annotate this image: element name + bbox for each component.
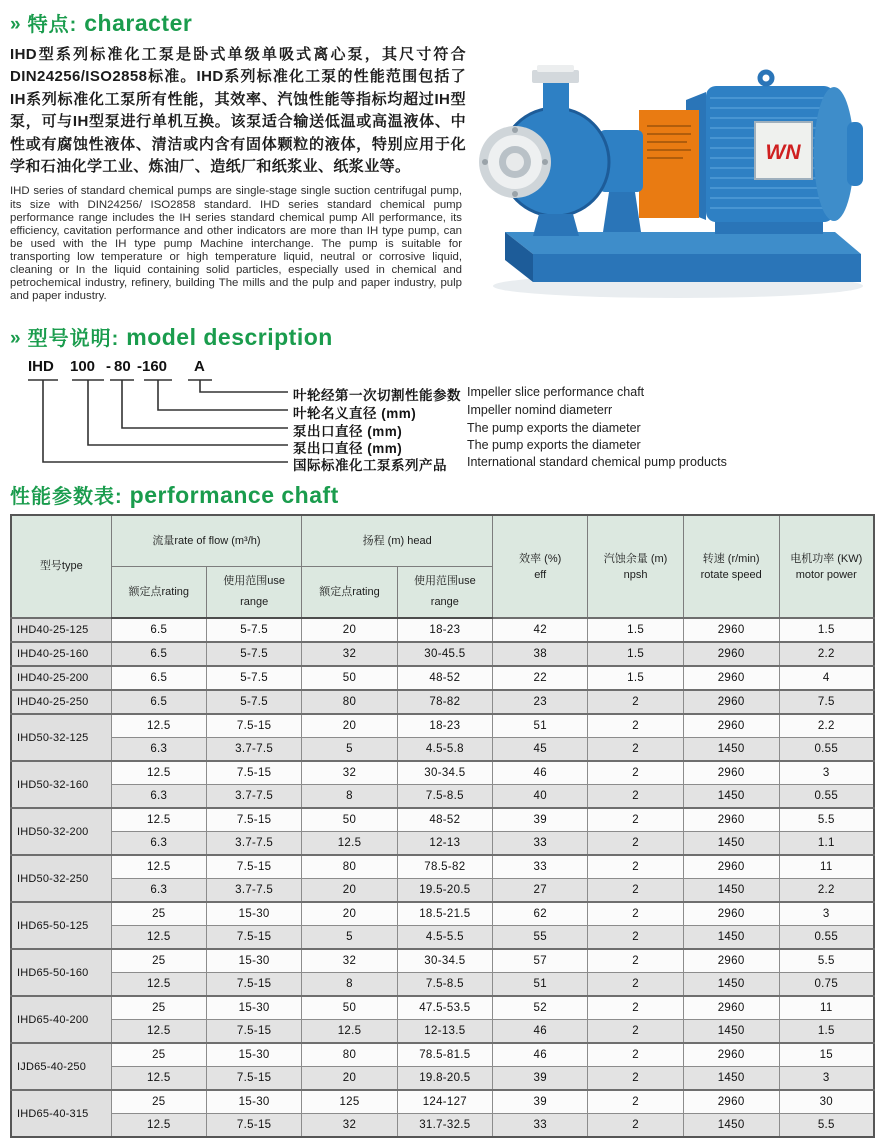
value-cell: 2.2 bbox=[779, 642, 874, 666]
value-cell: 46 bbox=[493, 761, 588, 785]
value-cell: 1.5 bbox=[779, 1020, 874, 1044]
value-cell: 1.5 bbox=[588, 666, 683, 690]
value-cell: 12.5 bbox=[111, 714, 206, 738]
value-cell: 20 bbox=[302, 714, 397, 738]
value-cell: 12.5 bbox=[111, 808, 206, 832]
value-cell: 5.5 bbox=[779, 808, 874, 832]
model-code-n1: 100 bbox=[70, 358, 96, 375]
model-label-2-en: Impeller nomind diameterr bbox=[467, 403, 613, 417]
model-label-1-zh: 叶轮经第一次切割性能参数 bbox=[293, 388, 461, 403]
value-cell: 51 bbox=[493, 973, 588, 997]
value-cell: 0.55 bbox=[779, 926, 874, 950]
value-cell: 6.3 bbox=[111, 785, 206, 809]
value-cell: 8 bbox=[302, 785, 397, 809]
value-cell: 80 bbox=[302, 1043, 397, 1067]
model-cell: IHD65-50-125 bbox=[11, 902, 111, 949]
col-header-speed bbox=[683, 515, 779, 618]
sub-header-head-rating: 额定点rating bbox=[302, 567, 397, 619]
value-cell: 2 bbox=[588, 808, 683, 832]
col-header-power-en: motor power bbox=[795, 568, 857, 581]
performance-heading-en: performance chaft bbox=[129, 482, 339, 508]
value-cell: 15-30 bbox=[206, 949, 301, 973]
value-cell: 7.5-15 bbox=[206, 926, 301, 950]
col-header-power bbox=[779, 515, 874, 618]
character-heading-zh: 特点: bbox=[27, 14, 78, 36]
model-cell: IHD65-40-315 bbox=[11, 1090, 111, 1137]
value-cell: 12-13.5 bbox=[397, 1020, 492, 1044]
value-cell: 2960 bbox=[683, 666, 779, 690]
value-cell: 2 bbox=[588, 973, 683, 997]
table-row bbox=[11, 1090, 874, 1114]
character-paragraph-zh: IHD型系列标准化工泵是卧式单级单吸式离心泵，其尺寸符合DIN24256/ISO2858标准。IHD系列标准化工泵的性能范围包括了IH系列标准化工泵所有性能，其效率、汽蚀性能等指标均超过IH型泵，可与IH型泵进行单机互换。该泵适合输送低温或高温液体、中性或有腐蚀性液体、清洁或内含有固体颗粒的液体，特别应用于化学和石油化学工业、炼油厂、造纸厂和纸浆业、纸浆业等。 bbox=[10, 46, 466, 176]
value-cell: 12.5 bbox=[302, 1020, 397, 1044]
value-cell: 20 bbox=[302, 618, 397, 642]
value-cell: 6.5 bbox=[111, 618, 206, 642]
value-cell: 18-23 bbox=[397, 714, 492, 738]
model-label-2-zh: 叶轮名义直径 (mm) bbox=[293, 406, 417, 421]
value-cell: 19.5-20.5 bbox=[397, 879, 492, 903]
value-cell: 2 bbox=[588, 855, 683, 879]
value-cell: 3.7-7.5 bbox=[206, 879, 301, 903]
table-row bbox=[11, 902, 874, 926]
value-cell: 46 bbox=[493, 1020, 588, 1044]
value-cell: 2 bbox=[588, 1090, 683, 1114]
value-cell: 48-52 bbox=[397, 808, 492, 832]
value-cell: 2 bbox=[588, 1043, 683, 1067]
value-cell: 23 bbox=[493, 690, 588, 714]
value-cell: 32 bbox=[302, 1114, 397, 1138]
sub-header-flow-rating: 额定点rating bbox=[111, 567, 206, 619]
value-cell: 15-30 bbox=[206, 1043, 301, 1067]
table-row bbox=[11, 1043, 874, 1067]
model-label-1-en: Impeller slice performance chaft bbox=[467, 385, 645, 399]
value-cell: 2 bbox=[588, 1067, 683, 1091]
value-cell: 2 bbox=[588, 785, 683, 809]
value-cell: 2 bbox=[588, 996, 683, 1020]
table-row bbox=[11, 785, 874, 809]
value-cell: 31.7-32.5 bbox=[397, 1114, 492, 1138]
value-cell: 25 bbox=[111, 1043, 206, 1067]
value-cell: 7.5 bbox=[779, 690, 874, 714]
model-description-section bbox=[10, 322, 870, 472]
value-cell: 3.7-7.5 bbox=[206, 738, 301, 762]
model-code-n3: -160 bbox=[137, 358, 168, 375]
model-code-series: IHD bbox=[28, 358, 54, 375]
value-cell: 0.55 bbox=[779, 785, 874, 809]
table-row bbox=[11, 949, 874, 973]
value-cell: 12.5 bbox=[111, 1020, 206, 1044]
value-cell: 33 bbox=[493, 855, 588, 879]
value-cell: 12-13 bbox=[397, 832, 492, 856]
value-cell: 15-30 bbox=[206, 902, 301, 926]
value-cell: 5-7.5 bbox=[206, 690, 301, 714]
value-cell: 5-7.5 bbox=[206, 642, 301, 666]
value-cell: 6.5 bbox=[111, 642, 206, 666]
col-header-eff-zh: 效率 (%) bbox=[519, 553, 562, 566]
value-cell: 5.5 bbox=[779, 949, 874, 973]
value-cell: 2960 bbox=[683, 761, 779, 785]
value-cell: 22 bbox=[493, 666, 588, 690]
character-heading-en: character bbox=[84, 10, 193, 36]
value-cell: 1.5 bbox=[779, 618, 874, 642]
value-cell: 20 bbox=[302, 1067, 397, 1091]
table-row bbox=[11, 1020, 874, 1044]
performance-section bbox=[10, 480, 870, 1138]
table-row bbox=[11, 714, 874, 738]
value-cell: 15 bbox=[779, 1043, 874, 1067]
value-cell: 42 bbox=[493, 618, 588, 642]
col-header-npsh bbox=[588, 515, 683, 618]
table-row bbox=[11, 996, 874, 1020]
table-row bbox=[11, 1114, 874, 1138]
value-cell: 2960 bbox=[683, 714, 779, 738]
value-cell: 1450 bbox=[683, 879, 779, 903]
value-cell: 20 bbox=[302, 902, 397, 926]
model-cell: IHD40-25-200 bbox=[11, 666, 111, 690]
value-cell: 80 bbox=[302, 855, 397, 879]
value-cell: 2 bbox=[588, 761, 683, 785]
value-cell: 78.5-82 bbox=[397, 855, 492, 879]
value-cell: 50 bbox=[302, 996, 397, 1020]
pump-product-photo bbox=[462, 34, 874, 302]
value-cell: 2 bbox=[588, 1114, 683, 1138]
value-cell: 2 bbox=[588, 902, 683, 926]
table-row bbox=[11, 808, 874, 832]
performance-heading-zh: 性能参数表: bbox=[10, 486, 123, 508]
value-cell: 25 bbox=[111, 1090, 206, 1114]
model-heading-en: model description bbox=[126, 324, 333, 350]
model-label-3-en: The pump exports the diameter bbox=[467, 421, 641, 435]
value-cell: 18-23 bbox=[397, 618, 492, 642]
model-cell: IHD50-32-200 bbox=[11, 808, 111, 855]
model-label-3-zh: 泵出口直径 (mm) bbox=[293, 424, 403, 439]
value-cell: 2960 bbox=[683, 642, 779, 666]
model-heading-zh: 型号说明: bbox=[27, 328, 120, 350]
value-cell: 11 bbox=[779, 855, 874, 879]
model-cell: IHD50-32-160 bbox=[11, 761, 111, 808]
model-cell: IHD40-25-125 bbox=[11, 618, 111, 642]
value-cell: 2960 bbox=[683, 855, 779, 879]
value-cell: 12.5 bbox=[111, 761, 206, 785]
value-cell: 12.5 bbox=[111, 855, 206, 879]
value-cell: 57 bbox=[493, 949, 588, 973]
value-cell: 1.5 bbox=[588, 642, 683, 666]
value-cell: 5-7.5 bbox=[206, 666, 301, 690]
value-cell: 6.3 bbox=[111, 879, 206, 903]
value-cell: 19.8-20.5 bbox=[397, 1067, 492, 1091]
value-cell: 11 bbox=[779, 996, 874, 1020]
value-cell: 33 bbox=[493, 832, 588, 856]
sub-header-head-range: 使用范围use range bbox=[397, 567, 492, 619]
model-label-4-zh: 泵出口直径 (mm) bbox=[293, 441, 403, 456]
character-section bbox=[10, 8, 870, 310]
value-cell: 2960 bbox=[683, 808, 779, 832]
value-cell: 4.5-5.5 bbox=[397, 926, 492, 950]
value-cell: 5.5 bbox=[779, 1114, 874, 1138]
value-cell: 2 bbox=[588, 926, 683, 950]
value-cell: 1450 bbox=[683, 738, 779, 762]
col-header-speed-zh: 转速 (r/min) bbox=[702, 553, 760, 566]
value-cell: 38 bbox=[493, 642, 588, 666]
value-cell: 2960 bbox=[683, 690, 779, 714]
value-cell: 2 bbox=[588, 832, 683, 856]
table-row bbox=[11, 666, 874, 690]
value-cell: 52 bbox=[493, 996, 588, 1020]
model-code-suffix: A bbox=[194, 358, 205, 375]
chevron-marker-icon: » bbox=[10, 14, 21, 35]
value-cell: 1450 bbox=[683, 832, 779, 856]
value-cell: 7.5-15 bbox=[206, 1067, 301, 1091]
value-cell: 124-127 bbox=[397, 1090, 492, 1114]
value-cell: 2.2 bbox=[779, 714, 874, 738]
col-header-type: 型号type bbox=[11, 515, 111, 618]
value-cell: 39 bbox=[493, 1067, 588, 1091]
value-cell: 12.5 bbox=[111, 1067, 206, 1091]
model-cell: IHD65-50-160 bbox=[11, 949, 111, 996]
value-cell: 4 bbox=[779, 666, 874, 690]
model-cell: IHD65-40-200 bbox=[11, 996, 111, 1043]
value-cell: 2960 bbox=[683, 618, 779, 642]
value-cell: 30-34.5 bbox=[397, 949, 492, 973]
model-code-n2: 80 bbox=[114, 358, 131, 375]
value-cell: 18.5-21.5 bbox=[397, 902, 492, 926]
model-code-dash: - bbox=[106, 358, 111, 375]
table-row bbox=[11, 618, 874, 642]
value-cell: 2960 bbox=[683, 996, 779, 1020]
performance-table-body bbox=[11, 618, 874, 1137]
col-header-eff bbox=[493, 515, 588, 618]
col-header-speed-en: rotate speed bbox=[700, 568, 762, 581]
col-header-npsh-en: npsh bbox=[623, 568, 648, 581]
value-cell: 32 bbox=[302, 761, 397, 785]
value-cell: 12.5 bbox=[111, 1114, 206, 1138]
value-cell: 2 bbox=[588, 949, 683, 973]
value-cell: 33 bbox=[493, 1114, 588, 1138]
value-cell: 2960 bbox=[683, 1090, 779, 1114]
table-row bbox=[11, 879, 874, 903]
model-cell: IJD65-40-250 bbox=[11, 1043, 111, 1090]
value-cell: 3 bbox=[779, 761, 874, 785]
value-cell: 30-45.5 bbox=[397, 642, 492, 666]
value-cell: 7.5-15 bbox=[206, 761, 301, 785]
value-cell: 8 bbox=[302, 973, 397, 997]
value-cell: 78.5-81.5 bbox=[397, 1043, 492, 1067]
value-cell: 1450 bbox=[683, 1114, 779, 1138]
model-cell: IHD50-32-125 bbox=[11, 714, 111, 761]
lifting-eye bbox=[760, 72, 772, 84]
brand-label: WN bbox=[765, 141, 801, 164]
value-cell: 7.5-15 bbox=[206, 714, 301, 738]
value-cell: 6.3 bbox=[111, 738, 206, 762]
value-cell: 1450 bbox=[683, 973, 779, 997]
value-cell: 80 bbox=[302, 690, 397, 714]
value-cell: 32 bbox=[302, 642, 397, 666]
table-row bbox=[11, 1067, 874, 1091]
value-cell: 7.5-8.5 bbox=[397, 973, 492, 997]
model-label-5-zh: 国际标准化工泵系列产品 bbox=[293, 458, 447, 473]
value-cell: 2 bbox=[588, 690, 683, 714]
value-cell: 5 bbox=[302, 926, 397, 950]
value-cell: 39 bbox=[493, 808, 588, 832]
value-cell: 25 bbox=[111, 996, 206, 1020]
value-cell: 7.5-15 bbox=[206, 808, 301, 832]
value-cell: 3 bbox=[779, 1067, 874, 1091]
value-cell: 30-34.5 bbox=[397, 761, 492, 785]
value-cell: 25 bbox=[111, 902, 206, 926]
performance-heading bbox=[10, 480, 870, 509]
value-cell: 3.7-7.5 bbox=[206, 785, 301, 809]
table-row bbox=[11, 690, 874, 714]
value-cell: 3.7-7.5 bbox=[206, 832, 301, 856]
col-header-eff-en: eff bbox=[534, 568, 547, 581]
sub-header-flow-range: 使用范围use range bbox=[206, 567, 301, 619]
value-cell: 47.5-53.5 bbox=[397, 996, 492, 1020]
value-cell: 2960 bbox=[683, 1043, 779, 1067]
value-cell: 48-52 bbox=[397, 666, 492, 690]
value-cell: 0.75 bbox=[779, 973, 874, 997]
performance-table bbox=[10, 514, 875, 1138]
value-cell: 6.5 bbox=[111, 690, 206, 714]
model-heading bbox=[10, 322, 870, 351]
value-cell: 1450 bbox=[683, 1067, 779, 1091]
value-cell: 7.5-15 bbox=[206, 1114, 301, 1138]
value-cell: 39 bbox=[493, 1090, 588, 1114]
value-cell: 7.5-15 bbox=[206, 973, 301, 997]
value-cell: 1450 bbox=[683, 1020, 779, 1044]
value-cell: 2.2 bbox=[779, 879, 874, 903]
value-cell: 5-7.5 bbox=[206, 618, 301, 642]
col-header-power-zh: 电机功率 (KW) bbox=[790, 553, 863, 566]
model-label-4-en: The pump exports the diameter bbox=[467, 438, 641, 452]
chevron-marker-icon: » bbox=[10, 328, 21, 349]
value-cell: 7.5-15 bbox=[206, 1020, 301, 1044]
value-cell: 46 bbox=[493, 1043, 588, 1067]
model-cell: IHD40-25-250 bbox=[11, 690, 111, 714]
model-cell: IHD40-25-160 bbox=[11, 642, 111, 666]
table-row bbox=[11, 738, 874, 762]
table-row bbox=[11, 642, 874, 666]
value-cell: 30 bbox=[779, 1090, 874, 1114]
model-label-5-en: International standard chemical pump products bbox=[467, 455, 727, 469]
table-row bbox=[11, 761, 874, 785]
value-cell: 2960 bbox=[683, 949, 779, 973]
value-cell: 6.5 bbox=[111, 666, 206, 690]
value-cell: 1450 bbox=[683, 926, 779, 950]
value-cell: 1450 bbox=[683, 785, 779, 809]
col-header-head: 扬程 (m) head bbox=[302, 515, 493, 567]
value-cell: 2 bbox=[588, 879, 683, 903]
value-cell: 1.1 bbox=[779, 832, 874, 856]
value-cell: 15-30 bbox=[206, 996, 301, 1020]
value-cell: 25 bbox=[111, 949, 206, 973]
value-cell: 1.5 bbox=[588, 618, 683, 642]
value-cell: 3 bbox=[779, 902, 874, 926]
value-cell: 12.5 bbox=[111, 926, 206, 950]
value-cell: 27 bbox=[493, 879, 588, 903]
table-row bbox=[11, 973, 874, 997]
value-cell: 55 bbox=[493, 926, 588, 950]
model-cell: IHD50-32-250 bbox=[11, 855, 111, 902]
value-cell: 15-30 bbox=[206, 1090, 301, 1114]
value-cell: 50 bbox=[302, 808, 397, 832]
model-code-diagram bbox=[10, 358, 870, 472]
value-cell: 45 bbox=[493, 738, 588, 762]
value-cell: 12.5 bbox=[302, 832, 397, 856]
value-cell: 2 bbox=[588, 714, 683, 738]
value-cell: 0.55 bbox=[779, 738, 874, 762]
col-header-npsh-zh: 汽蚀余量 (m) bbox=[603, 553, 668, 566]
character-paragraph-en: IHD series of standard chemical pumps are single-stage single suction centrifugal pump, its size with DIN24256/ ISO2858 standard. IHD series standard chemical pump performance range includes the IH series standard chemical pump All performance, its efficiency, cavitation performance and other indicators are more than IH type pump, can be used with the IH type pump Machine interchange. The pump is suitable for transporting low temperature or high temperature liquid, neutral or corrosive liquid, cleaning or In the liquid containing solid particles, especially used in chemical and petrochemical industry, refinery, building The mills and the pulp and paper industry, pulp and paper industry. bbox=[10, 185, 462, 303]
value-cell: 4.5-5.8 bbox=[397, 738, 492, 762]
value-cell: 125 bbox=[302, 1090, 397, 1114]
value-cell: 5 bbox=[302, 738, 397, 762]
col-header-flow: 流量rate of flow (m³/h) bbox=[111, 515, 302, 567]
value-cell: 50 bbox=[302, 666, 397, 690]
character-heading bbox=[10, 8, 870, 37]
value-cell: 78-82 bbox=[397, 690, 492, 714]
table-row bbox=[11, 926, 874, 950]
value-cell: 12.5 bbox=[111, 973, 206, 997]
table-row bbox=[11, 855, 874, 879]
value-cell: 6.3 bbox=[111, 832, 206, 856]
value-cell: 7.5-15 bbox=[206, 855, 301, 879]
value-cell: 2 bbox=[588, 1020, 683, 1044]
value-cell: 51 bbox=[493, 714, 588, 738]
value-cell: 20 bbox=[302, 879, 397, 903]
value-cell: 62 bbox=[493, 902, 588, 926]
table-row bbox=[11, 832, 874, 856]
value-cell: 2960 bbox=[683, 902, 779, 926]
value-cell: 2 bbox=[588, 738, 683, 762]
value-cell: 40 bbox=[493, 785, 588, 809]
value-cell: 7.5-8.5 bbox=[397, 785, 492, 809]
value-cell: 32 bbox=[302, 949, 397, 973]
